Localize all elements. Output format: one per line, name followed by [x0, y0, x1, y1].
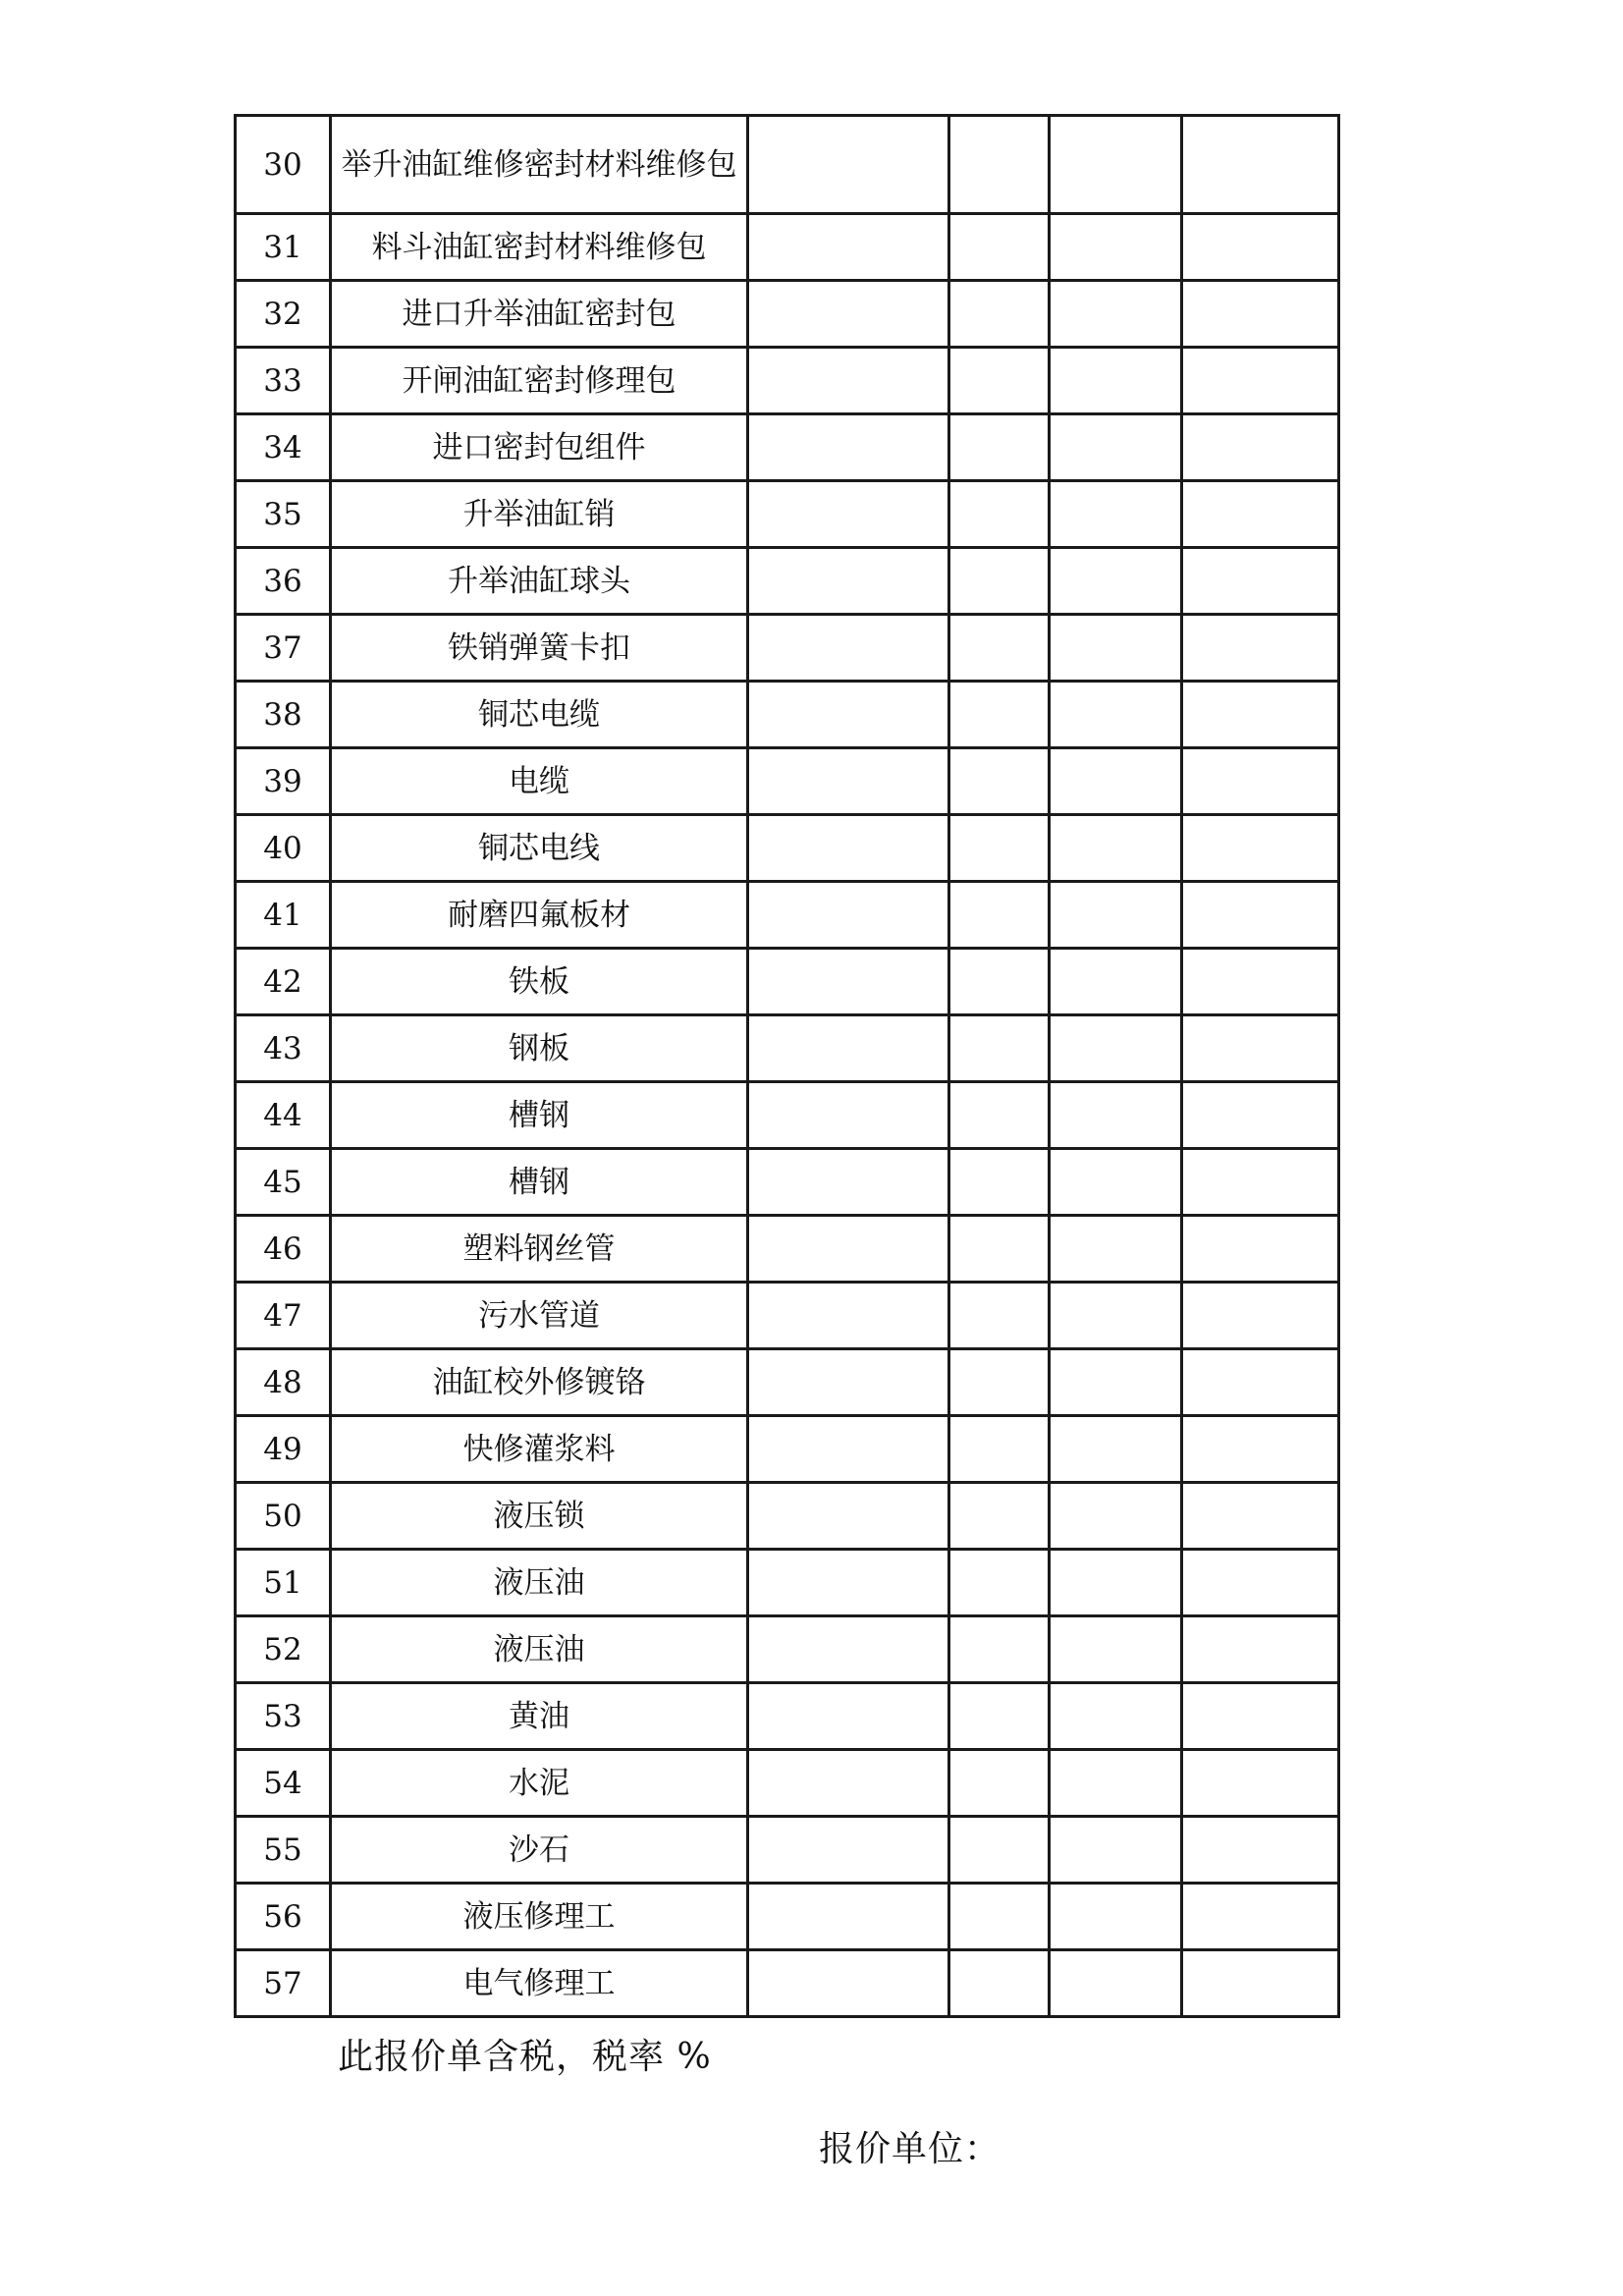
item-number: 47 [236, 1283, 331, 1349]
unit-cell [949, 1082, 1050, 1149]
table-row [236, 348, 1339, 414]
unit-cell [949, 1884, 1050, 1950]
item-number: 43 [236, 1015, 331, 1082]
table-row [236, 1416, 1339, 1483]
price-cell [1182, 1550, 1339, 1616]
unit-cell [949, 1216, 1050, 1283]
item-number: 52 [236, 1616, 331, 1683]
item-number: 44 [236, 1082, 331, 1149]
item-name: 钢板 [331, 1015, 748, 1082]
price-cell [1182, 1082, 1339, 1149]
quantity-cell [1050, 214, 1182, 281]
spec-cell [748, 949, 949, 1015]
item-number: 35 [236, 481, 331, 548]
price-cell [1182, 1283, 1339, 1349]
table-row [236, 1283, 1339, 1349]
item-name: 油缸校外修镀铬 [331, 1349, 748, 1416]
price-cell [1182, 414, 1339, 481]
item-name: 液压油 [331, 1550, 748, 1616]
unit-cell [949, 414, 1050, 481]
quantity-cell [1050, 1349, 1182, 1416]
price-cell [1182, 1483, 1339, 1550]
item-name: 开闸油缸密封修理包 [331, 348, 748, 414]
quantity-cell [1050, 949, 1182, 1015]
table-body [236, 116, 1339, 2017]
item-name: 沙石 [331, 1817, 748, 1884]
spec-cell [748, 1884, 949, 1950]
unit-cell [949, 815, 1050, 882]
item-name: 进口升举油缸密封包 [331, 281, 748, 348]
table-row [236, 1884, 1339, 1950]
table-row [236, 281, 1339, 348]
item-number: 49 [236, 1416, 331, 1483]
unit-cell [949, 949, 1050, 1015]
item-number: 51 [236, 1550, 331, 1616]
item-name: 塑料钢丝管 [331, 1216, 748, 1283]
unit-cell [949, 214, 1050, 281]
table-row [236, 682, 1339, 748]
item-number: 31 [236, 214, 331, 281]
quantity-cell [1050, 1950, 1182, 2017]
spec-cell [748, 1149, 949, 1216]
quantity-cell [1050, 414, 1182, 481]
table-row [236, 548, 1339, 615]
tax-note: 此报价单含税，税率 % [338, 2037, 712, 2077]
price-cell [1182, 682, 1339, 748]
item-number: 33 [236, 348, 331, 414]
item-name: 电气修理工 [331, 1950, 748, 2017]
table-row [236, 1750, 1339, 1817]
unit-cell [949, 348, 1050, 414]
quantity-cell [1050, 1884, 1182, 1950]
quantity-cell [1050, 1416, 1182, 1483]
item-name: 电缆 [331, 748, 748, 815]
table-row [236, 414, 1339, 481]
spec-cell [748, 1082, 949, 1149]
spec-cell [748, 481, 949, 548]
price-cell [1182, 1950, 1339, 2017]
quantity-cell [1050, 548, 1182, 615]
price-cell [1182, 116, 1339, 214]
table-row [236, 1149, 1339, 1216]
unit-cell [949, 548, 1050, 615]
price-cell [1182, 815, 1339, 882]
price-cell [1182, 1149, 1339, 1216]
unit-cell [949, 116, 1050, 214]
item-number: 39 [236, 748, 331, 815]
unit-cell [949, 281, 1050, 348]
item-name: 液压锁 [331, 1483, 748, 1550]
table-row [236, 116, 1339, 214]
item-name: 快修灌浆料 [331, 1416, 748, 1483]
item-name: 水泥 [331, 1750, 748, 1817]
item-name: 液压油 [331, 1616, 748, 1683]
spec-cell [748, 281, 949, 348]
quotation-table [234, 114, 1340, 2018]
spec-cell [748, 1416, 949, 1483]
item-name: 铁板 [331, 949, 748, 1015]
item-number: 41 [236, 882, 331, 949]
table-row [236, 748, 1339, 815]
item-name: 耐磨四氟板材 [331, 882, 748, 949]
price-cell [1182, 949, 1339, 1015]
item-number: 36 [236, 548, 331, 615]
quantity-cell [1050, 1817, 1182, 1884]
table-row [236, 1483, 1339, 1550]
item-number: 57 [236, 1950, 331, 2017]
unit-cell [949, 1616, 1050, 1683]
spec-cell [748, 682, 949, 748]
spec-cell [748, 1216, 949, 1283]
item-number: 38 [236, 682, 331, 748]
table-row [236, 1950, 1339, 2017]
item-number: 32 [236, 281, 331, 348]
unit-cell [949, 882, 1050, 949]
item-number: 53 [236, 1683, 331, 1750]
price-cell [1182, 1817, 1339, 1884]
spec-cell [748, 1616, 949, 1683]
spec-cell [748, 1750, 949, 1817]
quantity-cell [1050, 882, 1182, 949]
item-name: 污水管道 [331, 1283, 748, 1349]
spec-cell [748, 815, 949, 882]
item-name: 铁销弹簧卡扣 [331, 615, 748, 682]
unit-cell [949, 1817, 1050, 1884]
unit-cell [949, 1416, 1050, 1483]
quantity-cell [1050, 615, 1182, 682]
quantity-cell [1050, 116, 1182, 214]
price-cell [1182, 481, 1339, 548]
item-name: 铜芯电线 [331, 815, 748, 882]
table-row [236, 214, 1339, 281]
item-name: 升举油缸球头 [331, 548, 748, 615]
table-row [236, 1550, 1339, 1616]
item-name: 黄油 [331, 1683, 748, 1750]
spec-cell [748, 214, 949, 281]
quantity-cell [1050, 348, 1182, 414]
item-number: 37 [236, 615, 331, 682]
table-row [236, 1216, 1339, 1283]
item-name: 槽钢 [331, 1082, 748, 1149]
unit-cell [949, 682, 1050, 748]
unit-cell [949, 1750, 1050, 1817]
price-cell [1182, 1750, 1339, 1817]
item-number: 50 [236, 1483, 331, 1550]
price-cell [1182, 1683, 1339, 1750]
table-row [236, 1683, 1339, 1750]
unit-cell [949, 1015, 1050, 1082]
unit-cell [949, 1683, 1050, 1750]
item-number: 46 [236, 1216, 331, 1283]
spec-cell [748, 348, 949, 414]
item-name: 液压修理工 [331, 1884, 748, 1950]
spec-cell [748, 1550, 949, 1616]
quantity-cell [1050, 1283, 1182, 1349]
price-cell [1182, 1015, 1339, 1082]
spec-cell [748, 615, 949, 682]
item-number: 45 [236, 1149, 331, 1216]
price-cell [1182, 748, 1339, 815]
unit-cell [949, 1950, 1050, 2017]
spec-cell [748, 548, 949, 615]
price-cell [1182, 1884, 1339, 1950]
item-name: 举升油缸维修密封材料维修包 [331, 116, 748, 214]
price-cell [1182, 882, 1339, 949]
unit-cell [949, 1283, 1050, 1349]
item-name: 料斗油缸密封材料维修包 [331, 214, 748, 281]
item-number: 40 [236, 815, 331, 882]
quantity-cell [1050, 1149, 1182, 1216]
spec-cell [748, 116, 949, 214]
quote-unit-label: 报价单位： [819, 2129, 1001, 2169]
unit-cell [949, 1483, 1050, 1550]
item-name: 槽钢 [331, 1149, 748, 1216]
price-cell [1182, 214, 1339, 281]
spec-cell [748, 1283, 949, 1349]
table-row [236, 815, 1339, 882]
quantity-cell [1050, 481, 1182, 548]
table-row [236, 1082, 1339, 1149]
unit-cell [949, 615, 1050, 682]
price-cell [1182, 615, 1339, 682]
table-row [236, 1616, 1339, 1683]
spec-cell [748, 414, 949, 481]
quantity-cell [1050, 1616, 1182, 1683]
quantity-cell [1050, 1750, 1182, 1817]
price-cell [1182, 548, 1339, 615]
item-number: 55 [236, 1817, 331, 1884]
price-cell [1182, 1416, 1339, 1483]
unit-cell [949, 1149, 1050, 1216]
table-row [236, 1817, 1339, 1884]
quantity-cell [1050, 281, 1182, 348]
spec-cell [748, 1683, 949, 1750]
item-name: 铜芯电缆 [331, 682, 748, 748]
price-cell [1182, 348, 1339, 414]
quantity-cell [1050, 748, 1182, 815]
table-row [236, 882, 1339, 949]
item-name: 升举油缸销 [331, 481, 748, 548]
quantity-cell [1050, 815, 1182, 882]
item-name: 进口密封包组件 [331, 414, 748, 481]
item-number: 56 [236, 1884, 331, 1950]
table-row [236, 1015, 1339, 1082]
item-number: 34 [236, 414, 331, 481]
quantity-cell [1050, 1216, 1182, 1283]
spec-cell [748, 1950, 949, 2017]
item-number: 54 [236, 1750, 331, 1817]
spec-cell [748, 1349, 949, 1416]
unit-cell [949, 1349, 1050, 1416]
unit-cell [949, 748, 1050, 815]
price-cell [1182, 281, 1339, 348]
unit-cell [949, 481, 1050, 548]
unit-cell [949, 1550, 1050, 1616]
table-row [236, 481, 1339, 548]
price-cell [1182, 1349, 1339, 1416]
price-cell [1182, 1616, 1339, 1683]
table-row [236, 615, 1339, 682]
item-number: 30 [236, 116, 331, 214]
item-number: 48 [236, 1349, 331, 1416]
item-number: 42 [236, 949, 331, 1015]
spec-cell [748, 882, 949, 949]
quantity-cell [1050, 1683, 1182, 1750]
table-row [236, 1349, 1339, 1416]
spec-cell [748, 1483, 949, 1550]
quantity-cell [1050, 1483, 1182, 1550]
quantity-cell [1050, 682, 1182, 748]
quantity-cell [1050, 1015, 1182, 1082]
spec-cell [748, 1817, 949, 1884]
quantity-cell [1050, 1082, 1182, 1149]
table-row [236, 949, 1339, 1015]
quantity-cell [1050, 1550, 1182, 1616]
price-cell [1182, 1216, 1339, 1283]
spec-cell [748, 1015, 949, 1082]
spec-cell [748, 748, 949, 815]
